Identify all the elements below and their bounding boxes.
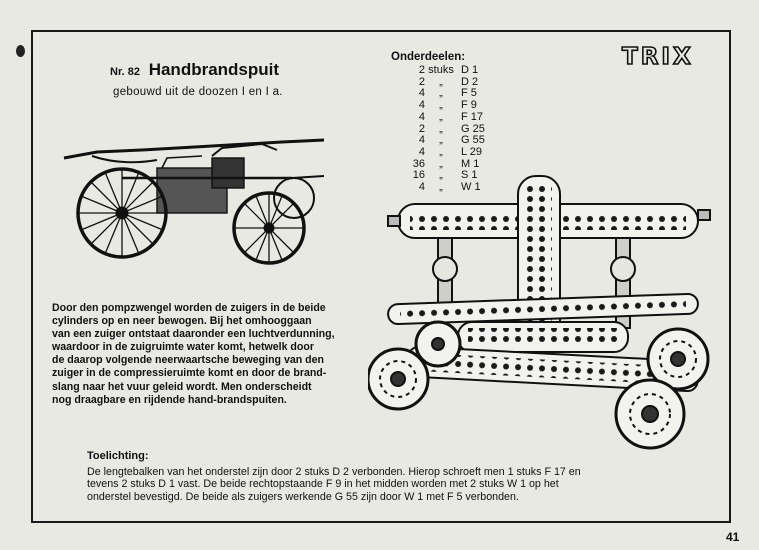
part-unit: „: [439, 157, 443, 170]
parts-row: [398, 124, 501, 136]
subtitle: gebouwd uit de doozen I en I a.: [113, 86, 283, 98]
part-code: F 5: [461, 87, 477, 100]
part-unit: „: [439, 75, 443, 88]
description-line: waardoor in de zuigruimte water komt, hetwelk door: [52, 341, 314, 354]
explanation-heading: Toelichting:: [87, 450, 149, 462]
part-code: G 55: [461, 134, 485, 147]
explanation-line: De lengtebalken van het onderstel zijn door 2 stuks D 2 verbonden. Hierop schroeft men 1 stuks F 17 en: [87, 466, 581, 478]
part-code: M 1: [461, 157, 480, 170]
part-quantity: 4: [418, 145, 425, 158]
description-line: Door den pompzwengel worden de zuigers in de beide: [52, 302, 326, 314]
part-code: W 1: [461, 181, 481, 194]
part-code: S 1: [461, 169, 478, 182]
part-quantity: 2: [418, 75, 425, 88]
part-quantity: 4: [418, 181, 425, 194]
fire-pump-engraving: [62, 138, 332, 268]
part-code: D 2: [461, 75, 479, 88]
model-illustration: [368, 174, 718, 459]
part-unit: stuks: [428, 64, 454, 76]
explanation-line: tevens 2 stuks D 1 vast. De beide rechtopstaande F 9 in het midden worden met 2 stuks W 1 op het: [87, 478, 559, 491]
parts-row: [398, 100, 501, 112]
explanation-text: [87, 466, 707, 503]
part-unit: „: [439, 134, 443, 147]
part-quantity: 4: [418, 110, 425, 123]
part-unit: „: [439, 122, 443, 135]
explanation-line: onderstel bevestigd. De beide als zuigers werkende G 55 zijn door W 1 met F 5 verbonden.: [87, 490, 519, 503]
part-quantity: 36: [412, 157, 425, 170]
part-quantity: 2: [418, 64, 425, 76]
description-line: van een zuiger ontstaat daaronder een luchtverdunning,: [52, 328, 335, 341]
description-text: [52, 302, 392, 407]
page-title: [110, 60, 279, 80]
model-name: Handbrandspuit: [148, 60, 280, 79]
parts-row: [398, 135, 501, 147]
parts-row: [398, 88, 501, 100]
parts-row: [398, 65, 501, 77]
model-number: Nr. 82: [110, 66, 140, 78]
description-line: nog draagbare en rijdende hand-brandspuiten.: [52, 393, 287, 406]
part-quantity: 4: [418, 87, 425, 100]
part-unit: „: [439, 110, 443, 123]
part-code: D 1: [461, 64, 479, 76]
part-quantity: 4: [418, 134, 425, 147]
part-quantity: 16: [412, 169, 425, 182]
description-line: cylinders op en neer bewogen. Bij het omhooggaan: [52, 315, 312, 328]
part-code: G 25: [461, 122, 485, 135]
description-line: zuiger in de compressieruimte komt en door de brand-: [52, 367, 327, 380]
parts-heading: Onderdeelen:: [391, 51, 466, 63]
part-unit: „: [439, 169, 443, 182]
description-line: de daarop volgende neerwaartsche beweging van den: [52, 354, 324, 367]
page-number: 41: [726, 530, 740, 544]
part-code: F 9: [461, 99, 477, 112]
part-quantity: 2: [418, 122, 425, 135]
part-code: F 17: [461, 110, 484, 123]
parts-row: [398, 77, 501, 89]
part-quantity: 4: [418, 99, 425, 112]
part-unit: „: [439, 87, 443, 100]
part-code: L 29: [461, 145, 483, 158]
part-unit: „: [439, 145, 443, 158]
description-line: slang naar het vuur geleid wordt. Men onderscheidt: [52, 380, 312, 393]
binding-hole: [16, 45, 25, 57]
trix-logo: TRIX: [622, 44, 694, 70]
parts-row: [398, 112, 501, 124]
part-unit: „: [439, 99, 443, 112]
part-unit: „: [439, 181, 443, 194]
parts-row: [398, 147, 501, 159]
